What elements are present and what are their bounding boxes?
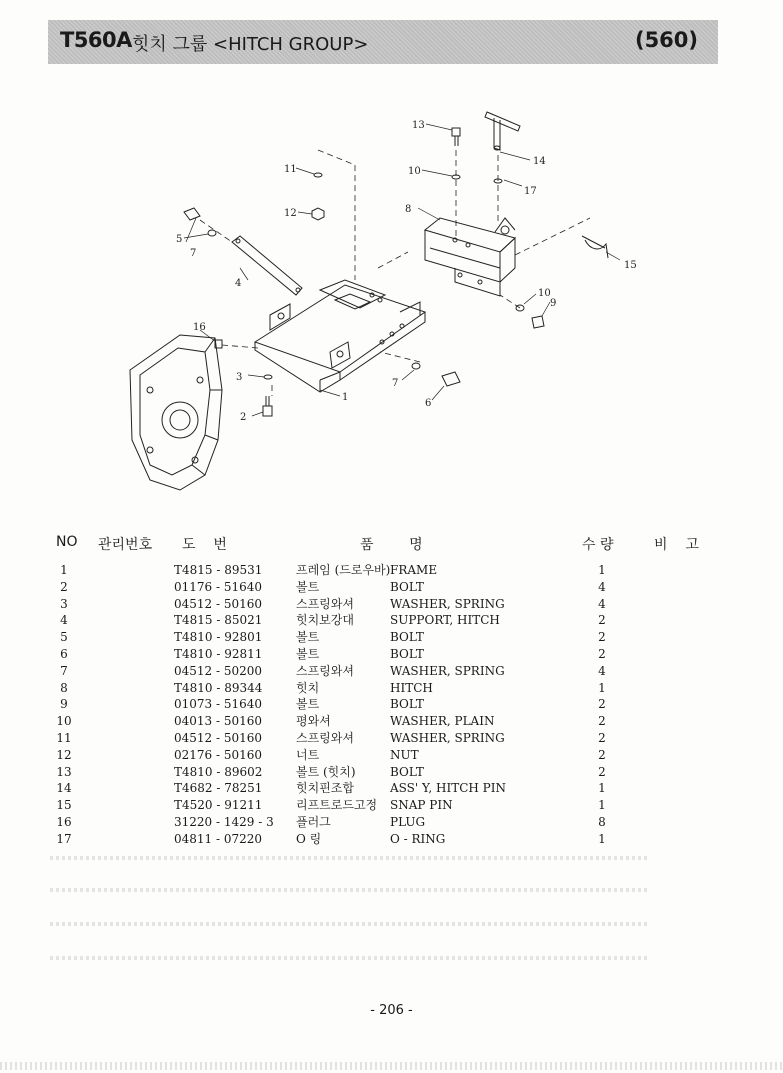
- part-number: T4810 - 89602: [174, 764, 263, 779]
- callout-15: 15: [624, 260, 637, 271]
- part-name-en: WASHER, SPRING: [390, 663, 505, 678]
- callout-10b: 10: [538, 288, 551, 299]
- snap-pin-part: [582, 236, 608, 258]
- part-number: 04512 - 50200: [174, 663, 263, 678]
- col-remark: 비 고: [654, 537, 699, 553]
- exploded-parts-diagram: [0, 90, 783, 520]
- table-row: [40, 764, 740, 781]
- part-name-en: HITCH: [390, 680, 433, 695]
- part-name-ko: O 링: [296, 831, 322, 846]
- hitch-part: [425, 218, 515, 296]
- table-row: [40, 612, 740, 629]
- part-name-ko: 볼트 (힛치): [296, 764, 356, 779]
- part-name-en: NUT: [390, 747, 419, 762]
- part-no: 11: [56, 730, 72, 745]
- part-no: 1: [60, 563, 68, 577]
- part-number: 01073 - 51640: [174, 697, 263, 712]
- table-row: [40, 680, 740, 697]
- callout-11: 11: [284, 164, 297, 175]
- part-no: 4: [60, 613, 68, 628]
- callout-7b: 7: [392, 378, 399, 389]
- callout-1: 1: [342, 392, 349, 403]
- scan-artifact: [50, 888, 650, 892]
- part-qty: 2: [598, 747, 606, 762]
- parts-table-header: [0, 534, 783, 554]
- table-row: [40, 579, 740, 596]
- part-no: 3: [60, 596, 68, 611]
- part-name-ko: 힛치보강대: [296, 613, 354, 628]
- page-header: [48, 20, 718, 64]
- part-name-ko: 스프링와셔: [296, 663, 354, 678]
- parts-table-body: [40, 562, 740, 848]
- scan-artifact: [50, 922, 650, 926]
- table-row: [40, 713, 740, 730]
- part-name-ko: 플러그: [296, 814, 331, 829]
- part-name-en: BOLT: [390, 646, 424, 661]
- part-name-en: SUPPORT, HITCH: [390, 613, 500, 628]
- table-row: [40, 797, 740, 814]
- part-name-en: O - RING: [390, 831, 446, 846]
- part-no: 8: [60, 680, 68, 695]
- part-name-en: BOLT: [390, 630, 424, 645]
- part-name-ko: 볼트: [296, 579, 320, 594]
- part-number: T4815 - 85021: [174, 613, 263, 628]
- part-qty: 2: [598, 697, 606, 712]
- part-no: 15: [56, 798, 72, 813]
- table-row: [40, 562, 740, 579]
- part-name-en: PLUG: [390, 814, 426, 829]
- table-row: [40, 646, 740, 663]
- table-row: [40, 596, 740, 613]
- part-name-ko: 볼트: [296, 646, 320, 661]
- part-no: 9: [60, 697, 68, 712]
- transmission-housing: [130, 335, 222, 490]
- part-name-en: WASHER, SPRING: [390, 596, 505, 611]
- callout-9: 9: [550, 298, 557, 309]
- part-qty: 2: [598, 714, 606, 729]
- part-number: T4810 - 92811: [174, 646, 263, 661]
- callout-13: 13: [412, 120, 425, 131]
- part-name-ko: 리프트로드고정: [296, 798, 378, 813]
- part-qty: 1: [598, 680, 606, 695]
- part-name-ko: 평와셔: [296, 714, 331, 729]
- callout-5: 5: [176, 234, 183, 245]
- part-qty: 1: [598, 781, 606, 796]
- hitch-support-part: [232, 236, 302, 295]
- table-row: [40, 629, 740, 646]
- frame-part: [255, 280, 425, 392]
- table-row: [40, 663, 740, 680]
- part-no: 6: [60, 646, 68, 661]
- model-code: T560A: [60, 28, 132, 52]
- hitch-pin-part: [485, 112, 520, 150]
- part-qty: 1: [598, 798, 606, 813]
- part-number: T4682 - 78251: [174, 781, 263, 796]
- part-qty: 1: [598, 563, 606, 577]
- part-name-en: BOLT: [390, 697, 424, 712]
- part-number: 04512 - 50160: [174, 730, 263, 745]
- part-name-ko: 프레임 (드로우바): [296, 563, 391, 577]
- part-no: 17: [56, 831, 72, 846]
- callout-8: 8: [405, 204, 412, 215]
- table-row: [40, 814, 740, 831]
- part-number: 02176 - 50160: [174, 747, 263, 762]
- part-qty: 2: [598, 630, 606, 645]
- part-name-ko: 힛치: [296, 680, 320, 695]
- col-no: NO: [56, 534, 78, 550]
- scan-artifact: [50, 956, 650, 960]
- callout-16: 16: [193, 322, 206, 333]
- part-name-ko: 스프링와셔: [296, 730, 354, 745]
- callout-10: 10: [408, 166, 421, 177]
- group-title: 힛치 그룹 <HITCH GROUP>: [132, 34, 369, 55]
- part-qty: 2: [598, 730, 606, 745]
- part-qty: 2: [598, 613, 606, 628]
- part-name-en: FRAME: [390, 563, 438, 577]
- part-qty: 4: [598, 663, 606, 678]
- col-qty: 수 량: [582, 537, 614, 553]
- part-number: T4815 - 89531: [174, 563, 263, 577]
- part-number: 04811 - 07220: [174, 831, 263, 846]
- callout-12: 12: [284, 208, 297, 219]
- table-row: [40, 831, 740, 848]
- part-name-en: WASHER, PLAIN: [390, 714, 495, 729]
- part-qty: 8: [598, 814, 606, 829]
- col-name: 품 명: [360, 537, 423, 553]
- part-name-ko: 스프링와셔: [296, 596, 354, 611]
- part-no: 12: [56, 747, 72, 762]
- callout-7: 7: [190, 248, 197, 259]
- part-no: 2: [60, 579, 68, 594]
- table-row: [40, 747, 740, 764]
- part-qty: 4: [598, 579, 606, 594]
- table-row: [40, 780, 740, 797]
- part-number: 01176 - 51640: [174, 579, 263, 594]
- callout-14: 14: [533, 156, 546, 167]
- callout-leaders: [184, 124, 620, 416]
- part-name-ko: 너트: [296, 747, 320, 762]
- section-code: (560): [634, 28, 698, 52]
- scan-artifact: [0, 1062, 783, 1070]
- page-number: - 206 -: [370, 1003, 413, 1018]
- part-no: 5: [60, 630, 68, 645]
- part-qty: 1: [598, 831, 606, 846]
- part-number: T4810 - 92801: [174, 630, 263, 645]
- scan-artifact: [50, 856, 650, 860]
- part-number: T4810 - 89344: [174, 680, 263, 695]
- part-number: 04512 - 50160: [174, 596, 263, 611]
- col-part: 도 번: [182, 537, 227, 553]
- part-name-en: BOLT: [390, 579, 424, 594]
- part-number: 04013 - 50160: [174, 714, 263, 729]
- part-qty: 2: [598, 646, 606, 661]
- part-name-en: BOLT: [390, 764, 424, 779]
- part-no: 14: [56, 781, 72, 796]
- table-row: [40, 730, 740, 747]
- callout-4: 4: [235, 278, 242, 289]
- part-name-en: ASS' Y, HITCH PIN: [390, 781, 506, 796]
- part-name-ko: 볼트: [296, 697, 320, 712]
- part-number: T4520 - 91211: [174, 798, 263, 813]
- part-qty: 2: [598, 764, 606, 779]
- part-no: 7: [60, 663, 68, 678]
- part-name-ko: 힛치핀조합: [296, 781, 354, 796]
- callout-2: 2: [240, 412, 247, 423]
- part-qty: 4: [598, 596, 606, 611]
- part-name-en: SNAP PIN: [390, 798, 453, 813]
- part-no: 13: [56, 764, 72, 779]
- part-name-ko: 볼트: [296, 630, 320, 645]
- part-no: 10: [56, 714, 72, 729]
- part-name-en: WASHER, SPRING: [390, 730, 505, 745]
- callout-3: 3: [236, 372, 243, 383]
- col-mgmt: 관리번호: [98, 537, 153, 553]
- part-number: 31220 - 1429 - 3: [174, 814, 274, 829]
- callout-17: 17: [524, 186, 537, 197]
- table-row: [40, 696, 740, 713]
- callout-labels: [176, 120, 637, 423]
- part-no: 16: [56, 814, 72, 829]
- callout-6: 6: [425, 398, 432, 409]
